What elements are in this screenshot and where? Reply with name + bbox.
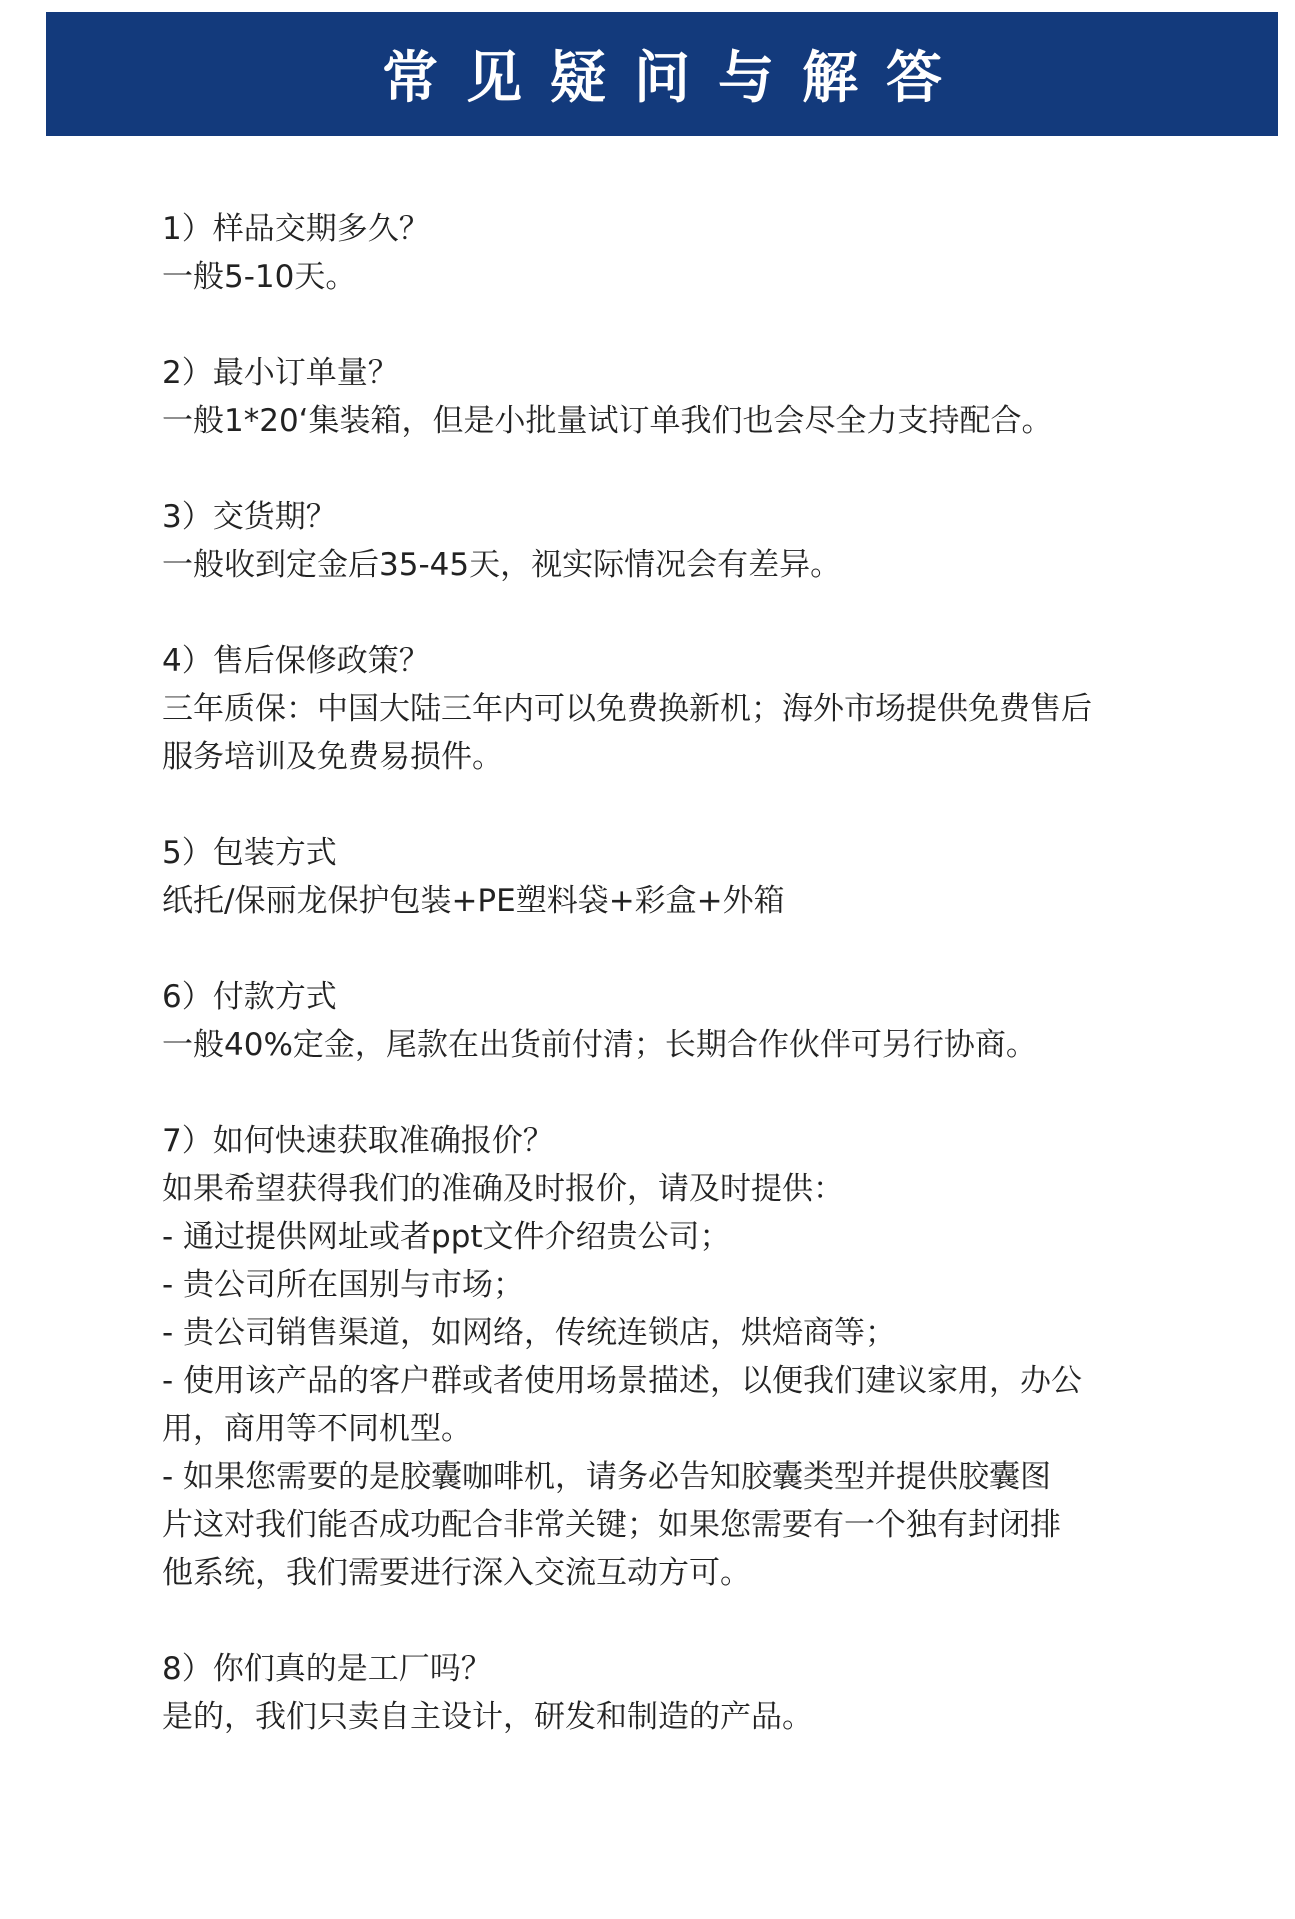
faq-question: 7）如何快速获取准确报价？ — [162, 1123, 554, 1159]
faq-question: 3）交货期？ — [162, 499, 337, 535]
faq-item — [162, 205, 1182, 301]
faq-answer-line: 一般5-10天。 — [162, 259, 357, 295]
faq-item — [162, 829, 1182, 925]
faq-answer-line: - 贵公司销售渠道，如网络，传统连锁店，烘焙商等； — [162, 1315, 897, 1351]
faq-answer-line: 他系统，我们需要进行深入交流互动方可。 — [162, 1555, 751, 1591]
faq-answer-line: - 如果您需要的是胶囊咖啡机，请务必告知胶囊类型并提供胶囊图 — [162, 1459, 1052, 1495]
faq-question: 6）付款方式 — [162, 979, 337, 1015]
faq-answer-line: 用，商用等不同机型。 — [162, 1411, 472, 1447]
faq-answer-line: - 使用该产品的客户群或者使用场景描述，以便我们建议家用，办公 — [162, 1363, 1083, 1399]
page-title: 常见疑问与解答 — [382, 46, 970, 111]
faq-question: 2）最小订单量？ — [162, 355, 399, 391]
faq-item — [162, 1645, 1182, 1741]
faq-item — [162, 1117, 1182, 1597]
faq-answer-line: - 贵公司所在国别与市场； — [162, 1267, 525, 1303]
faq-item — [162, 349, 1182, 445]
faq-item — [162, 973, 1182, 1069]
faq-question: 5）包装方式 — [162, 835, 337, 871]
faq-answer-line: 是的，我们只卖自主设计，研发和制造的产品。 — [162, 1699, 813, 1735]
faq-question: 1）样品交期多久？ — [162, 211, 430, 247]
faq-answer-line: 片这对我们能否成功配合非常关键；如果您需要有一个独有封闭排 — [162, 1507, 1061, 1543]
faq-question: 8）你们真的是工厂吗？ — [162, 1651, 492, 1687]
faq-answer-line: 纸托/保丽龙保护包装+PE塑料袋+彩盒+外箱 — [162, 883, 785, 919]
faq-question: 4）售后保修政策？ — [162, 643, 430, 679]
faq-answer-line: 一般收到定金后35-45天，视实际情况会有差异。 — [162, 547, 842, 583]
faq-answer-line: 一般40%定金，尾款在出货前付清；长期合作伙伴可另行协商。 — [162, 1027, 1037, 1063]
faq-item — [162, 493, 1182, 589]
faq-list — [162, 205, 1182, 1789]
faq-answer-line: 如果希望获得我们的准确及时报价，请及时提供： — [162, 1171, 844, 1207]
faq-item — [162, 637, 1182, 781]
header-banner — [46, 12, 1278, 136]
faq-answer-line: 服务培训及免费易损件。 — [162, 739, 503, 775]
faq-answer-line: - 通过提供网址或者ppt文件介绍贵公司； — [162, 1219, 731, 1255]
faq-answer-line: 三年质保：中国大陆三年内可以免费换新机；海外市场提供免费售后 — [162, 691, 1092, 727]
faq-answer-line: 一般1*20‘集装箱，但是小批量试订单我们也会尽全力支持配合。 — [162, 403, 1053, 439]
